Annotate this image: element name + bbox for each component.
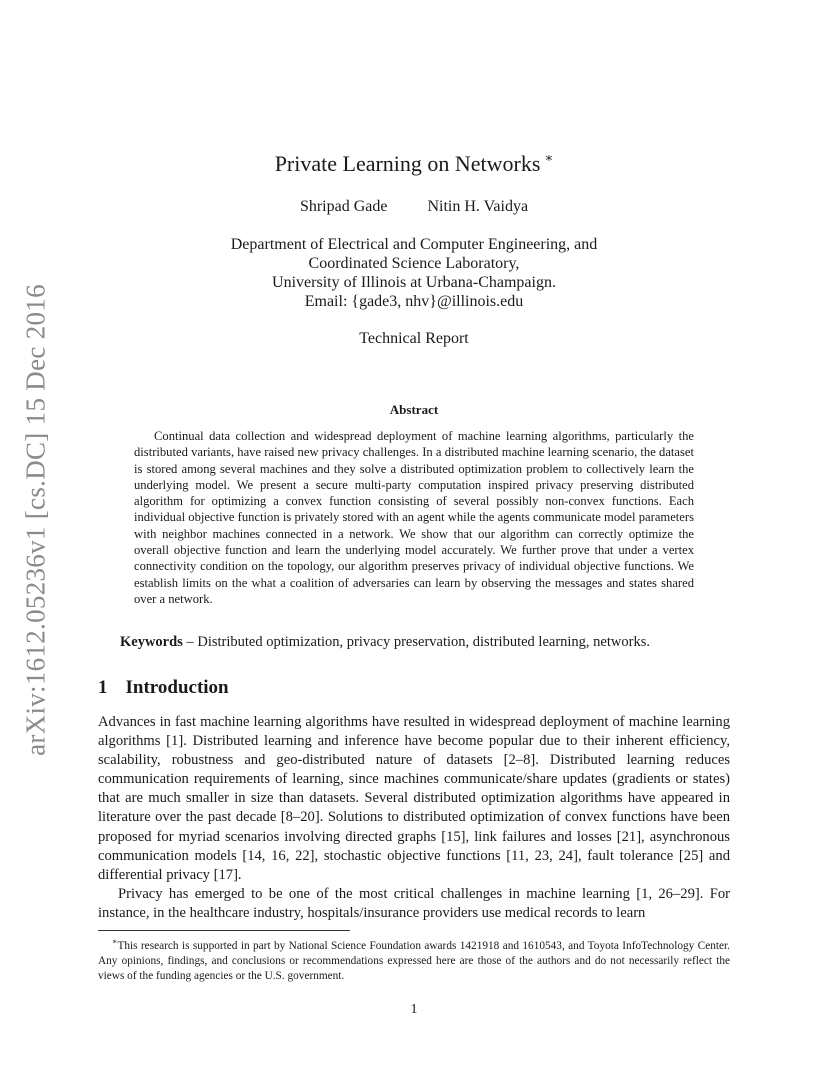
author-list xyxy=(0,198,828,216)
paper-title xyxy=(0,150,828,177)
abstract-heading: Abstract xyxy=(389,402,439,417)
section-heading xyxy=(98,677,229,699)
section-number: 1 xyxy=(98,677,108,698)
keywords-text: – Distributed optimization, privacy preservation, distributed learning, networks. xyxy=(182,634,650,650)
keywords-line xyxy=(120,634,740,651)
paragraph: Advances in fast machine learning algorithms have resulted in widespread deployment of machine learning algorithms [1]. Distributed learning and inference have become popular due to their inherent efficiency, scalability, robustness and geo-distributed nature of datasets [2–8]. Distributed learning reduces communication requirements of learning, since machines communicate/share updates (gradients or states) that are much smaller in size than datasets. Several distributed optimization algorithms have appeared in literature over the past decade [8–20]. Solutions to distributed optimization of convex functions have been proposed for myriad scenarios involving directed graphs [15], link failures and losses [21], asynchronous communication models [14, 16, 22], stochastic objective functions [11, 23, 24], fault tolerance [25] and differential privacy [17]. xyxy=(98,714,730,883)
affiliation-block xyxy=(0,235,828,311)
abstract-text: Continual data collection and widespread deployment of machine learning algorithms, particularly the distributed variants, have raised new privacy challenges. In a distributed machine learning scenario, the dataset is stored among several machines and they solve a distributed optimization problem to collectively learn the underlying model. We present a secure multi-party computation inspired privacy preserving distributed algorithm for optimizing a convex function consisting of several possibly non-convex functions. Each individual objective function is privately stored with an agent while the agents communicate model parameters with neighbor machines connected in a network. We show that our algorithm can correctly optimize the overall objective function and learn the underlying model accurately. We further prove that under a vertex connectivity condition on the topology, our algorithm preserves privacy of individual objective functions. We establish limits on the what a coalition of adversaries can learn by observing the messages and states shared over a network. xyxy=(134,429,694,606)
report-type: Technical Report xyxy=(359,330,469,347)
title-footnote-mark: ∗ xyxy=(544,150,554,165)
footnote-rule xyxy=(98,930,350,931)
affiliation-line: University of Illinois at Urbana-Champaign. xyxy=(272,274,556,291)
section-title: Introduction xyxy=(125,677,229,698)
footnote xyxy=(98,934,730,984)
email-line: Email: {gade3, nhv}@illinois.edu xyxy=(304,293,524,310)
paper-title-text: Private Learning on Networks xyxy=(274,151,541,176)
affiliation-line: Coordinated Science Laboratory, xyxy=(308,255,520,272)
affiliation-line: Department of Electrical and Computer Engineering, and xyxy=(230,236,598,253)
author-name: Nitin H. Vaidya xyxy=(427,198,529,215)
keywords-label: Keywords xyxy=(120,634,183,650)
arxiv-identifier: arXiv:1612.05236v1 [cs.DC] 15 Dec 2016 xyxy=(20,284,51,756)
arxiv-stamp xyxy=(16,280,56,760)
author-name: Shripad Gade xyxy=(299,198,388,215)
footnote-mark: ∗ xyxy=(112,937,118,946)
page-number: 1 xyxy=(410,1002,418,1017)
body-text xyxy=(98,713,730,923)
footnote-text: This research is supported in part by National Science Foundation awards 1421918 and 1610543, and Toyota InfoTechnology Center. Any opinions, findings, and conclusions or recommendations expressed here are those of the authors and do not necessarily reflect the views of the funding agencies or the U.S. government. xyxy=(98,939,730,982)
paragraph: Privacy has emerged to be one of the most critical challenges in machine learning [1, 26–29]. For instance, in the healthcare industry, hospitals/insurance providers use medical records to learn xyxy=(98,885,730,921)
